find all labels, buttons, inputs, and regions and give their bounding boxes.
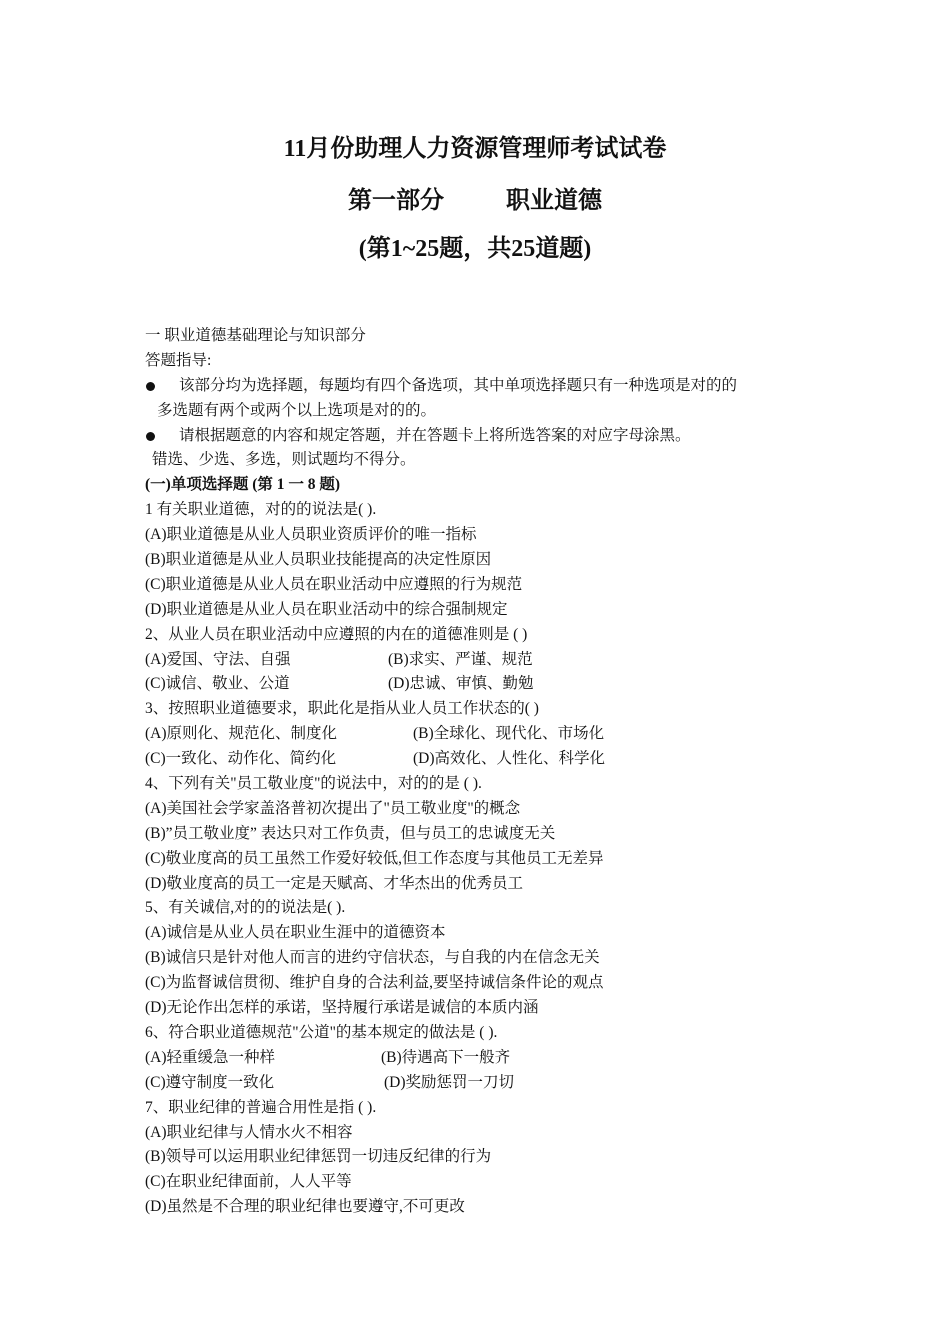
question-option: (B)诚信只是针对他人而言的进约守信状态，与自我的内在信念无关	[145, 949, 600, 967]
question-stem: 6、符合职业道德规范"公道"的基本规定的做法是 ( ).	[145, 1023, 498, 1041]
question-option: (A)爱国、守法、自强	[145, 650, 291, 668]
question-option: (A)职业道德是从业人员职业资质评价的唯一指标	[145, 526, 477, 544]
bullet-dot	[146, 382, 155, 391]
question-option: (C)敬业度高的员工虽然工作爱好较低,但工作态度与其他员工无差异	[145, 849, 604, 867]
question-stem: 7、职业纪律的普遍合用性是指 ( ).	[145, 1098, 377, 1116]
question-option: (D)职业道德是从业人员在职业活动中的综合强制规定	[145, 600, 508, 618]
exam-body	[145, 324, 825, 1220]
question-option: (B)”员工敬业度” 表达只对工作负责，但与员工的忠诚度无关	[145, 824, 556, 842]
question-option: (A)职业纪律与人情水火不相容	[145, 1123, 353, 1141]
question-stem: 2、从业人员在职业活动中应遵照的内在的道德准则是 ( )	[145, 625, 528, 643]
question-option: (D)虽然是不合理的职业纪律也要遵守,不可更改	[145, 1198, 465, 1216]
question-option: (B)求实、严谨、规范	[388, 650, 533, 668]
question-option: (B)全球化、现代化、市场化	[413, 725, 605, 743]
question-stem: 4、下列有关"员工敬业度"的说法中，对的的是 ( ).	[145, 775, 482, 793]
option-row	[145, 648, 825, 673]
question-option: (A)诚信是从业人员在职业生涯中的道德资本	[145, 924, 446, 942]
question-stem: 5、有关诚信,对的的说法是( ).	[145, 899, 346, 917]
part-heading	[0, 186, 950, 216]
exam-title: 11月份助理人力资源管理师考试试卷	[283, 136, 667, 162]
question-option: (B)待遇高下一般齐	[381, 1048, 511, 1066]
question-option: (A)美国社会学家盖洛普初次提出了"员工敬业度"的概念	[145, 799, 521, 817]
option-row	[145, 1046, 825, 1071]
question-option: (C)在职业纪律面前，人人平等	[145, 1173, 352, 1191]
question-stem: 1 有关职业道德，对的的说法是( ).	[145, 501, 377, 519]
option-row	[145, 672, 825, 697]
question-option: (D)奖励惩罚一刀切	[384, 1073, 515, 1091]
question-option: (A)轻重缓急一种样	[145, 1048, 276, 1066]
question-option: (C)遵守制度一致化	[145, 1073, 275, 1091]
question-option: (D)忠诚、审慎、勤勉	[388, 675, 534, 693]
guide-bullet-continued: 多选题有两个或两个以上选项是对的的。	[157, 401, 437, 419]
question-range: (第1~25题，共25道题)	[358, 236, 592, 262]
bullet-dot	[146, 432, 155, 441]
single-choice-heading: (一)单项选择题 (第 1 一 8 题)	[145, 476, 341, 494]
guide-bullet-continued: 错选、少选、多选，则试题均不得分。	[152, 451, 416, 469]
part-name: 职业道德	[506, 188, 602, 214]
question-option: (D)高效化、人性化、科学化	[413, 750, 606, 768]
question-option: (A)原则化、规范化、制度化	[145, 725, 338, 743]
question-option: (C)诚信、敬业、公道	[145, 675, 290, 693]
question-option: (C)职业道德是从业人员在职业活动中应遵照的行为规范	[145, 575, 523, 593]
question-option: (B)职业道德是从业人员职业技能提高的决定性原因	[145, 551, 492, 569]
question-stem: 3、按照职业道德要求，职此化是指从业人员工作状态的( )	[145, 700, 539, 718]
question-option: (B)领导可以运用职业纪律惩罚一切违反纪律的行为	[145, 1148, 492, 1166]
guide-bullet: 请根据题意的内容和规定答题，并在答题卡上将所选答案的对应字母涂黑。	[145, 424, 825, 449]
part-label: 第一部分	[348, 188, 444, 214]
section-heading: 一 职业道德基础理论与知识部分	[145, 327, 366, 344]
option-row	[145, 1071, 825, 1096]
question-option: (C)一致化、动作化、简约化	[145, 750, 337, 768]
question-option: (D)敬业度高的员工一定是天赋高、才华杰出的优秀员工	[145, 874, 524, 892]
guide-label: 答题指导:	[145, 351, 212, 369]
question-option: (D)无论作出怎样的承诺，坚持履行承诺是诚信的本质内涵	[145, 999, 539, 1017]
question-option: (C)为监督诚信贯彻、维护自身的合法利益,要坚持诚信条件论的观点	[145, 974, 604, 992]
guide-bullet: 该部分均为选择题，每题均有四个备选项，其中单项选择题只有一种选项是对的的	[145, 374, 825, 399]
option-row	[145, 722, 825, 747]
option-row	[145, 747, 825, 772]
